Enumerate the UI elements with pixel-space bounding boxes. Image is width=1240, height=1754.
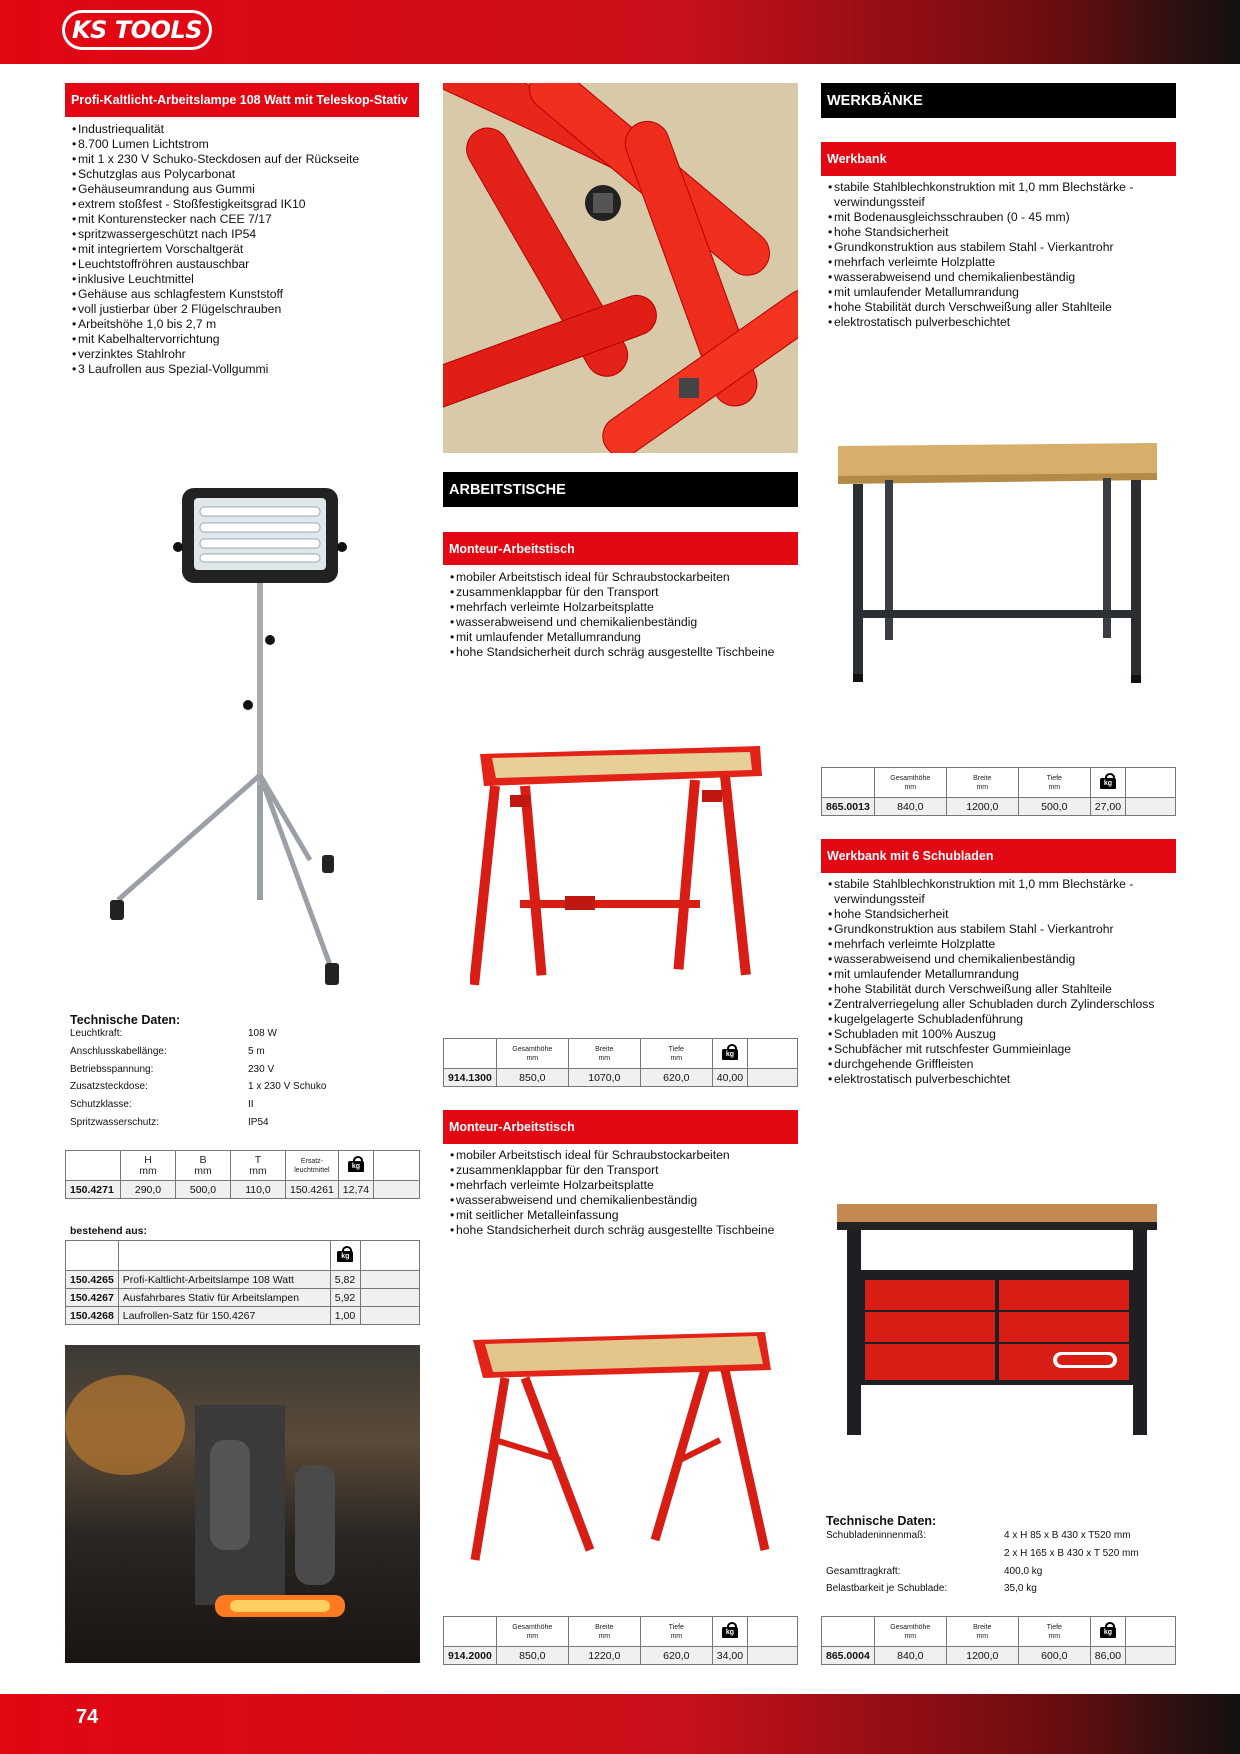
product-photo-workbench-drawers (835, 1200, 1160, 1440)
spec-cell: 620,0 (640, 1647, 712, 1665)
werkbank-spec-table: Gesamthöhe mm Breite mm Tiefe mm kg 865.0013 840,0 1200,0 500,0 27,00 (821, 767, 1176, 816)
parts-title: bestehend aus: (70, 1225, 148, 1237)
spec-cell-empty (1126, 798, 1176, 816)
feature-item: • hohe Standsicherheit (826, 225, 1166, 240)
feature-item: • mit Kabelhaltervorrichtung (70, 332, 420, 347)
tech-row (70, 1096, 400, 1114)
spec-cell: 110,0 (231, 1181, 286, 1199)
tech-row (70, 1025, 400, 1043)
product-photo-workbench-black (835, 440, 1160, 690)
feature-item: • mit umlaufender Metallumrandung (826, 285, 1166, 300)
spec-row (822, 798, 1176, 816)
feature-item: • Gehäuseumrandung aus Gummi (70, 182, 420, 197)
feature-item: • kugelgelagerte Schubladenführung (826, 1012, 1166, 1027)
part-weight: 1,00 (330, 1307, 360, 1325)
feature-item: • mit seitlicher Metalleinfassung (448, 1208, 798, 1223)
feature-item: • Schutzglas aus Polycarbonat (70, 167, 420, 182)
part-description: Laufrollen-Satz für 150.4267 (118, 1307, 330, 1325)
werkbank-title: Werkbank (821, 142, 1176, 176)
werkbank-6-schubladen-tech-title: Technische Daten: (826, 1514, 937, 1528)
tech-row (70, 1113, 400, 1131)
weight-icon (722, 1622, 738, 1638)
spec-cell: 27,00 (1090, 798, 1125, 816)
tech-row (70, 1043, 400, 1061)
feature-item: • 8.700 Lumen Lichtstrom (70, 137, 420, 152)
spec-row (444, 1647, 798, 1665)
article-number: 150.4268 (66, 1307, 119, 1325)
product-photo-workbench-red-1 (470, 740, 770, 990)
arbeitstische-section-header: ARBEITSTISCHE (443, 472, 798, 507)
tech-value: II (248, 1099, 254, 1111)
feature-item: • Schubladen mit 100% Auszug (826, 1027, 1166, 1042)
feature-item: • extrem stoßfest - Stoßfestigkeitsgrad IK10 (70, 197, 420, 212)
part-description: Profi-Kaltlicht-Arbeitslampe 108 Watt (118, 1271, 330, 1289)
feature-item: • Schubfächer mit rutschfester Gummieinlage (826, 1042, 1166, 1057)
monteur-arbeitstisch-1-title: Monteur-Arbeitstisch (443, 532, 798, 565)
tech-value: 108 W (248, 1028, 277, 1040)
feature-item: • wasserabweisend und chemikalienbeständig (448, 615, 798, 630)
feature-item: • mehrfach verleimte Holzarbeitsplatte (448, 1178, 798, 1193)
tech-key: Leuchtkraft: (70, 1028, 123, 1040)
monteur-arbeitstisch-2-spec-table: Gesamthöhe mm Breite mm Tiefe mm kg 914.2000 850,0 1220,0 620,0 34,00 (443, 1616, 798, 1665)
monteur-arbeitstisch-2-features (448, 1148, 798, 1238)
part-weight: 5,92 (330, 1289, 360, 1307)
spec-cell-empty (360, 1271, 419, 1289)
spec-cell: 500,0 (176, 1181, 231, 1199)
feature-item: • Grundkonstruktion aus stabilem Stahl - Vierkantrohr (826, 240, 1166, 255)
feature-item: • wasserabweisend und chemikalienbeständig (448, 1193, 798, 1208)
spec-cell: 1070,0 (568, 1069, 640, 1087)
spec-cell: 850,0 (496, 1069, 568, 1087)
tech-value: 2 x H 165 x B 430 x T 520 mm (1004, 1548, 1139, 1560)
ks-tools-logo: KS TOOLS (62, 10, 212, 50)
product-photo-work-lamp-tripod (100, 485, 360, 1000)
tech-key: Schubladeninnenmaß: (826, 1530, 927, 1542)
spec-row (66, 1181, 420, 1199)
werkbank-6-schubladen-title: Werkbank mit 6 Schubladen (821, 839, 1176, 873)
tech-row (70, 1060, 400, 1078)
tech-row (826, 1545, 1171, 1563)
spec-row (444, 1069, 798, 1087)
feature-item: • hohe Stabilität durch Verschweißung aller Stahlteile (826, 300, 1166, 315)
monteur-arbeitstisch-2-title: Monteur-Arbeitstisch (443, 1110, 798, 1144)
tech-row (826, 1527, 1171, 1545)
feature-item: • hohe Standsicherheit (826, 907, 1166, 922)
tech-value: 35,0 kg (1004, 1583, 1037, 1595)
tech-row (70, 1078, 400, 1096)
product-photo-workbench-red-2 (465, 1320, 775, 1570)
feature-item: • mit integriertem Vorschaltgerät (70, 242, 420, 257)
top-banner (0, 0, 1240, 64)
feature-item: • mehrfach verleimte Holzplatte (826, 255, 1166, 270)
spec-cell-empty (748, 1647, 798, 1665)
spec-cell: 840,0 (874, 798, 946, 816)
parts-table (65, 1240, 420, 1325)
feature-item: • mit umlaufender Metallumrandung (826, 967, 1166, 982)
feature-item: • spritzwassergeschützt nach IP54 (70, 227, 420, 242)
feature-item: • Arbeitshöhe 1,0 bis 2,7 m (70, 317, 420, 332)
article-number: 150.4265 (66, 1271, 119, 1289)
spec-cell: 620,0 (640, 1069, 712, 1087)
feature-item: • hohe Standsicherheit durch schräg ausgestellte Tischbeine (448, 1223, 798, 1238)
feature-item: • voll justierbar über 2 Flügelschrauben (70, 302, 420, 317)
part-weight: 5,82 (330, 1271, 360, 1289)
weight-icon (722, 1044, 738, 1060)
werkbank-6-schubladen-tech-data (826, 1527, 1171, 1598)
spec-cell: 850,0 (496, 1647, 568, 1665)
spec-cell: 150.4261 (286, 1181, 339, 1199)
weight-icon (348, 1156, 364, 1172)
tech-key: Spritzwasserschutz: (70, 1116, 159, 1128)
feature-item: • elektrostatisch pulverbeschichtet (826, 315, 1166, 330)
tech-row (826, 1580, 1171, 1598)
feature-item: • Industriequalität (70, 122, 420, 137)
feature-item: • Gehäuse aus schlagfestem Kunststoff (70, 287, 420, 302)
tech-value: IP54 (248, 1116, 269, 1128)
lamp-title: Profi-Kaltlicht-Arbeitslampe 108 Watt mit Teleskop-Stativ (65, 83, 419, 117)
spec-cell: 840,0 (874, 1647, 946, 1665)
lamp-spec-table: H mm B mm T mm Ersatz-leuchtmittel kg 150.4271 290,0 500,0 110,0 150.4261 12,74 (65, 1150, 420, 1199)
spec-cell: 12,74 (338, 1181, 373, 1199)
werkbaenke-section-header: WERKBÄNKE (821, 83, 1176, 118)
feature-item: • mit umlaufender Metallumrandung (448, 630, 798, 645)
tech-value: 230 V (248, 1063, 275, 1075)
spec-cell: 1200,0 (946, 1647, 1018, 1665)
spec-cell: 40,00 (712, 1069, 747, 1087)
feature-item: • elektrostatisch pulverbeschichtet (826, 1072, 1166, 1087)
tech-key: Betriebsspannung: (70, 1063, 154, 1075)
weight-icon (1100, 1622, 1116, 1638)
spec-cell-empty (360, 1289, 419, 1307)
spec-cell-empty (748, 1069, 798, 1087)
feature-item: • durchgehende Griffleisten (826, 1057, 1166, 1072)
feature-item: • mobiler Arbeitstisch ideal für Schraubstockarbeiten (448, 1148, 798, 1163)
article-number: 914.1300 (444, 1069, 497, 1087)
weight-icon (1100, 773, 1116, 789)
spec-cell-empty (1126, 1647, 1176, 1665)
monteur-arbeitstisch-1-spec-table: Gesamthöhe mm Breite mm Tiefe mm kg 914.1300 850,0 1070,0 620,0 40,00 (443, 1038, 798, 1087)
feature-item: • verzinktes Stahlrohr (70, 347, 420, 362)
spec-cell: 500,0 (1018, 798, 1090, 816)
feature-item: • Leuchtstoffröhren austauschbar (70, 257, 420, 272)
feature-item: • mobiler Arbeitstisch ideal für Schraubstockarbeiten (448, 570, 798, 585)
spec-cell-empty (374, 1181, 420, 1199)
feature-item: • mit 1 x 230 V Schuko-Steckdosen auf der Rückseite (70, 152, 420, 167)
tech-row (826, 1562, 1171, 1580)
feature-item: • zusammenklappbar für den Transport (448, 1163, 798, 1178)
article-number: 865.0004 (822, 1647, 875, 1665)
spec-cell-empty (360, 1307, 419, 1325)
feature-item: • mehrfach verleimte Holzarbeitsplatte (448, 600, 798, 615)
feature-item: • hohe Standsicherheit durch schräg ausgestellte Tischbeine (448, 645, 798, 660)
tech-value: 4 x H 85 x B 430 x T520 mm (1004, 1530, 1131, 1542)
feature-item: • stabile Stahlblechkonstruktion mit 1,0 mm Blechstärke - verwindungssteif (826, 180, 1166, 210)
spec-row (822, 1647, 1176, 1665)
spec-cell: 290,0 (121, 1181, 176, 1199)
weight-icon (337, 1246, 353, 1262)
feature-item: • Grundkonstruktion aus stabilem Stahl - Vierkantrohr (826, 922, 1166, 937)
tech-value: 400,0 kg (1004, 1565, 1043, 1577)
monteur-arbeitstisch-1-features (448, 570, 798, 660)
feature-item: • hohe Stabilität durch Verschweißung aller Stahlteile (826, 982, 1166, 997)
tech-value: 5 m (248, 1046, 265, 1058)
feature-item: • 3 Laufrollen aus Spezial-Vollgummi (70, 362, 420, 377)
page-number: 74 (76, 1706, 99, 1728)
tech-key: Belastbarkeit je Schublade: (826, 1583, 948, 1595)
spec-cell: 1200,0 (946, 798, 1018, 816)
werkbank-6-schubladen-spec-table: Gesamthöhe mm Breite mm Tiefe mm kg 865.0004 840,0 1200,0 600,0 86,00 (821, 1616, 1176, 1665)
tool-photo-insulated-wrenches (443, 83, 798, 453)
tech-key: Anschlusskabellänge: (70, 1046, 167, 1058)
tech-key: Zusatzsteckdose: (70, 1081, 148, 1093)
lamp-feature-list (70, 122, 420, 377)
spec-cell: 1220,0 (568, 1647, 640, 1665)
werkbank-features (826, 180, 1166, 330)
article-number: 914.2000 (444, 1647, 497, 1665)
feature-item: • inklusive Leuchtmittel (70, 272, 420, 287)
lamp-tech-data (70, 1025, 400, 1131)
parts-row (66, 1271, 420, 1289)
spec-cell: 600,0 (1018, 1647, 1090, 1665)
werkbank-6-schubladen-features (826, 877, 1166, 1087)
feature-item: • wasserabweisend und chemikalienbeständig (826, 952, 1166, 967)
feature-item: • zusammenklappbar für den Transport (448, 585, 798, 600)
feature-item: • mit Konturenstecker nach CEE 7/17 (70, 212, 420, 227)
lamp-tech-title: Technische Daten: (70, 1013, 181, 1027)
article-number: 150.4267 (66, 1289, 119, 1307)
feature-item: • stabile Stahlblechkonstruktion mit 1,0 mm Blechstärke - verwindungssteif (826, 877, 1166, 907)
feature-item: • wasserabweisend und chemikalienbeständig (826, 270, 1166, 285)
parts-row (66, 1307, 420, 1325)
bottom-banner (0, 1694, 1240, 1754)
article-number: 865.0013 (822, 798, 875, 816)
photo-forge-workshop (65, 1345, 420, 1663)
parts-row (66, 1289, 420, 1307)
feature-item: • mit Bodenausgleichsschrauben (0 - 45 mm) (826, 210, 1166, 225)
part-description: Ausfahrbares Stativ für Arbeitslampen (118, 1289, 330, 1307)
article-number: 150.4271 (66, 1181, 121, 1199)
spec-cell: 86,00 (1090, 1647, 1125, 1665)
feature-item: • Zentralverriegelung aller Schubladen durch Zylinderschloss (826, 997, 1166, 1012)
tech-key: Gesamttragkraft: (826, 1565, 901, 1577)
tech-key: Schutzklasse: (70, 1099, 132, 1111)
spec-cell: 34,00 (712, 1647, 747, 1665)
tech-value: 1 x 230 V Schuko (248, 1081, 327, 1093)
feature-item: • mehrfach verleimte Holzplatte (826, 937, 1166, 952)
